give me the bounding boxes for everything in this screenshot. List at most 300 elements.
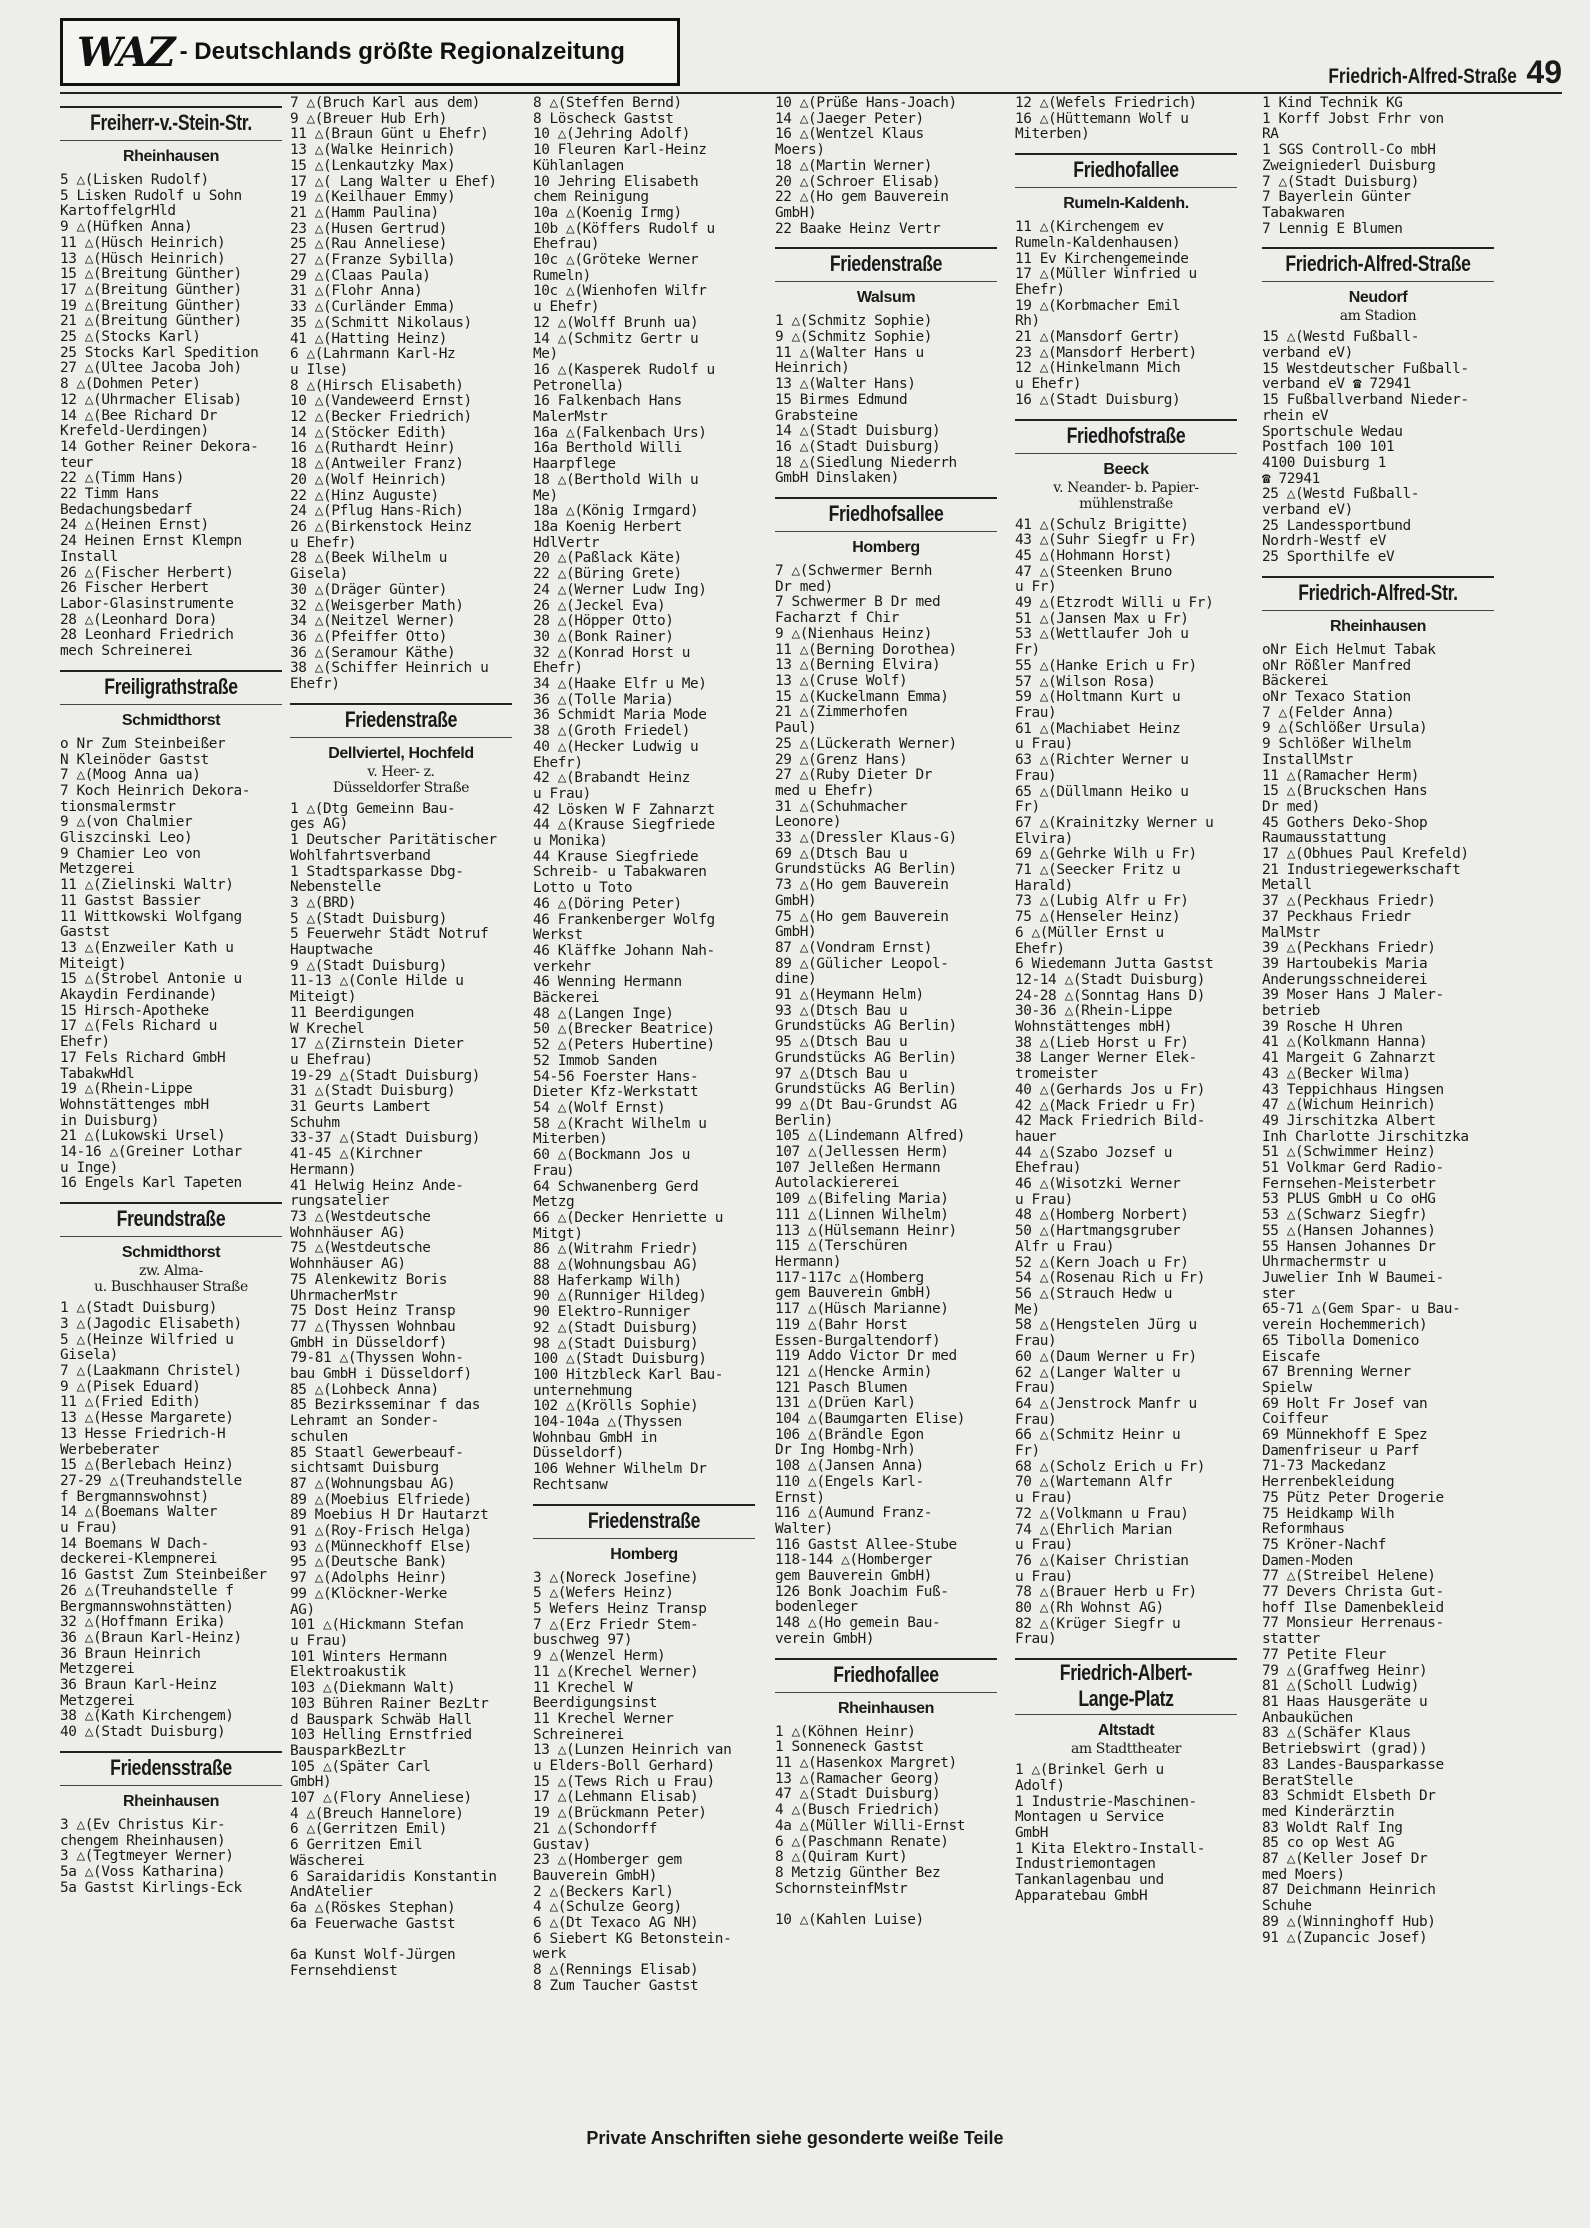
district-name: Walsum (856, 289, 916, 307)
address-entry: 9 △(Schlößer Ursula) (1262, 721, 1428, 737)
address-entry: 9 △(Schmitz Sophie) (775, 330, 933, 346)
address-entry: Postfach 100 101 (1262, 440, 1395, 456)
address-entry: 39 Moser Hans J Maler- (1262, 988, 1444, 1004)
address-entry: 9 △(Pisek Eduard) (60, 1379, 201, 1395)
address-entry: Raumausstattung (1262, 831, 1386, 847)
street-name: Freiherr-v.-Stein-Str. (90, 110, 252, 135)
address-entry: 25 △(Lückerath Werner) (775, 736, 957, 752)
address-entry: 67 Brenning Werner (1262, 1365, 1411, 1381)
address-entry: 66 △(Schmitz Heinr u (1015, 1428, 1181, 1444)
address-entry: 53 PLUS GmbH u Co oHG (1262, 1192, 1436, 1208)
address-entry: 80 △(Rh Wohnst AG) (1015, 1601, 1164, 1617)
address-entry: sichtsamt Duisburg (290, 1461, 439, 1477)
address-entry: hoff Ilse Damenbekleid (1262, 1600, 1444, 1616)
address-entry: 11 Ev Kirchengemeinde (1015, 251, 1189, 267)
directory-column-4 (775, 96, 997, 2106)
address-entry: 21 △(Mansdorf Gertr) (1015, 330, 1181, 346)
address-entry: Paul) (775, 721, 817, 737)
address-entry: Düsseldorf) (533, 1446, 624, 1462)
district-name: Rheinhausen (837, 1699, 935, 1717)
address-entry: 32 △(Hoffmann Erika) (60, 1615, 226, 1631)
address-entry: 42 Lösken W F Zahnarzt (533, 802, 715, 818)
address-entry: Fr) (1015, 643, 1040, 659)
street-name: Friedensstraße (110, 1754, 232, 1780)
address-entry: 40 △(Hecker Ludwig u (533, 739, 699, 755)
district-name: Dellviertel, Hochfeld (328, 744, 474, 762)
address-entry: 3 △(Ev Christus Kir- (60, 1817, 226, 1833)
street-section (290, 703, 512, 1980)
address-entry: 4 △(Breuch Hannelore) (290, 1806, 464, 1822)
address-entry: statter (1262, 1632, 1320, 1648)
address-entry: 85 co op West AG (1262, 1836, 1395, 1852)
address-entry: 16 Gastst Zum Steinbeißer (60, 1568, 267, 1584)
address-entry: GmbH) (775, 205, 817, 221)
address-entry: 44 △(Krause Siegfriede (533, 818, 715, 834)
address-entry: 110 △(Engels Karl- (775, 1474, 924, 1490)
address-entry: 11 Gastst Bassier (60, 893, 201, 909)
address-entry: 103 △(Diekmann Walt) (290, 1681, 456, 1697)
address-entry: 11 △(Walter Hans u (775, 345, 924, 361)
address-entry: 26 △(Jeckel Eva) (533, 598, 666, 614)
address-entry: 65-71 △(Gem Spar- u Bau- (1262, 1302, 1461, 1318)
address-entry: GmbH) (775, 925, 817, 941)
address-entry: 31 Geurts Lambert (290, 1100, 431, 1116)
address-entry: Rumeln) (533, 268, 591, 284)
address-entry: 42 △(Mack Friedr u Fr) (1015, 1098, 1197, 1114)
address-entry: 9 Chamier Leo von (60, 846, 201, 862)
address-entry: 27 △(Franze Sybilla) (290, 253, 456, 269)
street-name-underline (60, 704, 282, 705)
address-entry: 19 △(Breitung Günther) (60, 298, 242, 314)
address-entry: Schuhe (1262, 1899, 1312, 1915)
address-entry: Ehefr) (60, 1035, 110, 1051)
address-entry: mech Schreinerei (60, 644, 193, 660)
address-entry: 6 △(Müller Ernst u (1015, 925, 1164, 941)
address-entry: 9 △(Nienhaus Heinz) (775, 626, 933, 642)
address-entry: Schreinerei (533, 1727, 624, 1743)
address-entry: 28 △(Höpper Otto) (533, 614, 674, 630)
address-entry: ☎ 72941 (1262, 471, 1320, 487)
address-entry: betrieb (1262, 1004, 1320, 1020)
page-number: 49 (1526, 54, 1562, 90)
address-entry: Frau) (1015, 768, 1057, 784)
district-name: Rumeln-Kaldenh. (1063, 195, 1189, 213)
address-entry: rungsatelier (290, 1194, 390, 1210)
street-section (775, 1658, 997, 1929)
address-entry: u Ilse) (290, 362, 348, 378)
street-section (60, 1202, 282, 1741)
address-entry: 40 △(Gerhards Jos u Fr) (1015, 1082, 1206, 1098)
address-entry: 10 Jehring Elisabeth (533, 174, 699, 190)
directory-column-6 (1262, 96, 1494, 2106)
address-entry: Nebenstelle (290, 880, 381, 896)
address-entry: 15 Birmes Edmund (775, 392, 908, 408)
address-entry: 93 △(Dtsch Bau u (775, 1003, 908, 1019)
address-entry: 46 Kläffke Johann Nah- (533, 943, 715, 959)
address-entry: 119 Addo Victor Dr med (775, 1349, 957, 1365)
address-entry: 41 Helwig Heinz Ande- (290, 1178, 464, 1194)
address-entry: 87 △(Wohnungsbau AG) (290, 1476, 456, 1492)
directory-column-5 (1015, 96, 1237, 2106)
address-entry: 21 Industriegewerkschaft (1262, 862, 1461, 878)
address-entry: Rh) (1015, 314, 1040, 330)
address-entry: 113 △(Hülsemann Heinr) (775, 1223, 957, 1239)
address-entry: 52 △(Kern Joach u Fr) (1015, 1255, 1189, 1271)
street-name-underline (60, 1785, 282, 1786)
address-entry: 7 △(Laakmann Christel) (60, 1364, 242, 1379)
address-entry: 52 Immob Sanden (533, 1053, 657, 1069)
address-entry: Wohnstättenges mbH) (1015, 1020, 1173, 1036)
district-name: Schmidthorst (121, 711, 221, 729)
address-entry: 8 △(Rennings Elisab) (533, 1963, 699, 1979)
address-entry: Frau) (533, 1163, 575, 1179)
address-entry: 36 Braun Heinrich (60, 1646, 201, 1662)
address-entry: 69 Holt Fr Josef van (1262, 1396, 1428, 1412)
address-entry: 81 Haas Hausgeräte u (1262, 1694, 1428, 1710)
address-entry: Berlin) (775, 1113, 833, 1129)
address-entry: 15 △(Berlebach Heinz) (60, 1458, 234, 1474)
address-entry: 12 △(Becker Friedrich) (290, 410, 472, 426)
address-entry: 75 Kröner-Nachf (1262, 1537, 1386, 1553)
address-entry: 25 Stocks Karl Spedition (60, 345, 259, 361)
address-entry: 77 Devers Christa Gut- (1262, 1585, 1444, 1601)
address-entry: 8 △(Dohmen Peter) (60, 377, 201, 393)
address-entry: 23 △(Homberger gem (533, 1853, 682, 1869)
address-entry: Tankanlagenbau und (1015, 1873, 1164, 1889)
district-name: Beeck (1103, 460, 1149, 478)
address-entry: 79-81 △(Thyssen Wohn- (290, 1351, 464, 1367)
address-entry: Ehefrau) (533, 237, 600, 253)
address-entry: 117 △(Hüsch Marianne) (775, 1302, 949, 1318)
address-entry: hauer (1015, 1129, 1057, 1145)
address-entry: 18a △(König Irmgard) (533, 504, 699, 520)
address-entry: 46 Frankenberger Wolfg (533, 912, 715, 928)
address-entry: teur (60, 455, 94, 471)
address-entry: 118-144 △(Homberger (775, 1553, 933, 1569)
address-entry: 54 △(Wolf Ernst) (533, 1101, 666, 1116)
address-entry: 15 Hirsch-Apotheke (60, 1003, 209, 1019)
address-entry: 31 △(Flohr Anna) (290, 284, 423, 300)
address-entry: 4a △(Müller Willi-Ernst (775, 1818, 966, 1834)
address-entry: 13 △(Hesse Margarete) (60, 1411, 234, 1427)
address-entry: GmbH) (775, 893, 817, 909)
address-entry: 9 △(Wenzel Herm) (533, 1649, 666, 1665)
street-segment-note: Düsseldorfer Straße (332, 779, 470, 796)
address-entry: Herrenbekleidung (1262, 1475, 1395, 1491)
address-entry: Nordrh-Westf eV (1262, 534, 1386, 550)
address-entry: 75 Dost Heinz Transp (290, 1304, 456, 1320)
address-entry: Frau) (1015, 1632, 1057, 1648)
address-entry: 104 △(Baumgarten Elise) (775, 1412, 966, 1428)
address-entry: 108 △(Jansen Anna) (775, 1459, 924, 1475)
address-entry: 64 Schwanenberg Gerd (533, 1179, 699, 1195)
address-entry: 89 Moebius H Dr Hautarzt (290, 1508, 489, 1524)
address-entry: 42 Mack Friedrich Bild- (1015, 1114, 1206, 1130)
address-entry: 18 △(Antweiler Franz) (290, 457, 464, 473)
address-entry: 57 △(Wilson Rosa) (1015, 674, 1156, 690)
address-entry: 10a △(Koenig Irmg) (533, 205, 682, 221)
address-entry: 11 △(Fried Edith) (60, 1395, 201, 1411)
address-entry: Elvira) (1015, 831, 1073, 847)
address-entry: 90 △(Runniger Hildeg) (533, 1289, 707, 1305)
address-entry: Spielw (1262, 1380, 1312, 1396)
address-entry: Akaydin Ferdinande) (60, 988, 218, 1004)
address-entry: verband eV) (1262, 503, 1353, 519)
address-entry: 69 △(Dtsch Bau u (775, 846, 908, 862)
address-entry: Damen-Moden (1262, 1553, 1353, 1569)
address-entry: 16 △(Stadt Duisburg) (1015, 392, 1181, 408)
address-entry: 10c △(Wienhofen Wilfr (533, 284, 707, 300)
address-entry: Facharzt f Chir (775, 611, 899, 627)
street-name-underline (1015, 453, 1237, 454)
address-entry: 11 △(Kirchengem ev (1015, 220, 1164, 236)
address-entry: dine) (775, 972, 817, 988)
address-entry: 11 △(Hüsch Heinrich) (60, 235, 226, 251)
address-entry: 8 △(Quiram Kurt) (775, 1850, 908, 1866)
address-entry: 116 Gastst Allee-Stube (775, 1537, 957, 1553)
address-entry: Uhrmachermstr u (1262, 1255, 1386, 1271)
address-entry: 28 Leonhard Friedrich (60, 628, 234, 644)
address-entry: 14 Boemans W Dach- (60, 1536, 209, 1552)
address-entry: 68 △(Scholz Erich u Fr) (1015, 1459, 1206, 1475)
address-entry: 67 △(Krainitzky Werner u (1015, 815, 1214, 831)
address-entry: 60 △(Daum Werner u Fr) (1015, 1349, 1197, 1365)
address-entry: verband eV) (1262, 346, 1353, 362)
address-entry: Essen-Burgaltendorf) (775, 1333, 941, 1349)
address-entry: 11 △(Zielinski Waltr) (60, 878, 234, 894)
address-entry: 17 △(Müller Winfried u (1015, 267, 1197, 283)
address-entry: 1 △(Brinkel Gerh u (1015, 1763, 1164, 1779)
street-section (60, 670, 282, 1192)
address-entry: 55 △(Hansen Johannes) (1262, 1223, 1436, 1239)
address-entry: 22 △(Hinz Auguste) (290, 488, 439, 504)
address-entry: u Ehefrau) (290, 1052, 373, 1068)
street-range-label: Friedrich-Alfred-Straße (1327, 65, 1517, 88)
street-name: Friedrich-Alfred-Str. (1298, 579, 1458, 605)
address-entry: oNr Texaco Station (1262, 689, 1411, 705)
address-entry: InstallMstr (1262, 752, 1353, 768)
address-entry: Walter) (775, 1521, 833, 1537)
address-entry: Gisela) (290, 567, 348, 583)
address-entry: 55 △(Hanke Erich u Fr) (1015, 658, 1197, 674)
address-entry: 27 △(Ultee Jacoba Joh) (60, 361, 242, 377)
address-entry: 97 △(Dtsch Bau u (775, 1066, 908, 1082)
address-entry: Fernsehen-Meisterbetr (1262, 1176, 1436, 1192)
address-entry: 47 △(Stadt Duisburg) (775, 1787, 941, 1803)
address-entry: Bäckerei (533, 991, 600, 1007)
address-entry: 8 Löscheck Gastst (533, 111, 674, 127)
address-entry: 1 Industrie-Maschinen- (1015, 1794, 1197, 1810)
street-name-underline (1015, 187, 1237, 188)
address-entry: d Bauspark Schwäb Hall (290, 1712, 472, 1728)
masthead-tagline: - Deutschlands größte Regionalzeitung (179, 38, 625, 65)
address-entry: 70 △(Wartemann Alfr (1015, 1475, 1173, 1491)
address-entry: Metzgerei (60, 1662, 135, 1678)
address-entry: 83 Woldt Ralf Ing (1262, 1820, 1403, 1836)
address-entry: 93 △(Münneckhoff Else) (290, 1539, 472, 1555)
street-name-underline (775, 1692, 997, 1693)
address-entry: 33-37 △(Stadt Duisburg) (290, 1131, 481, 1147)
address-entry: 1 △(Stadt Duisburg) (60, 1301, 218, 1317)
address-entry: Ehefr) (1015, 282, 1065, 298)
address-entry: 23 △(Mansdorf Herbert) (1015, 345, 1197, 361)
address-entry: 37 Peckhaus Friedr (1262, 909, 1411, 925)
address-entry: 36 Braun Karl-Heinz (60, 1678, 218, 1694)
address-entry: u Frau) (1015, 1491, 1073, 1507)
address-entry: rhein eV (1262, 408, 1329, 424)
address-entry: 11 △(Berning Dorothea) (775, 642, 957, 658)
address-entry: 39 △(Peckhans Friedr) (1262, 941, 1436, 957)
address-entry: 21 △(Schondorff (533, 1821, 657, 1837)
address-entry: 14 △(Stöcker Edith) (290, 425, 448, 441)
address-entry: 40 △(Stadt Duisburg) (60, 1725, 226, 1741)
address-entry: Damenfriseur u Parf (1262, 1443, 1420, 1459)
address-entry: Anbauküchen (1262, 1710, 1353, 1726)
address-entry: 71 △(Seecker Fritz u (1015, 863, 1181, 879)
street-section (1262, 576, 1494, 1946)
address-entry: Miterben) (533, 1132, 608, 1148)
address-entry: 11 Beerdigungen (290, 1005, 414, 1021)
address-entry: Werkst (533, 928, 583, 944)
address-entry: Zweigniederl Duisburg (1262, 158, 1436, 174)
address-entry: Apparatebau GmbH (1015, 1888, 1148, 1904)
address-entry: Me) (533, 347, 558, 363)
address-entry: 38 △(Kath Kirchengem) (60, 1709, 234, 1725)
address-entry: 22 △(Ho gem Bauverein (775, 190, 949, 206)
address-entry: oNr Rößler Manfred (1262, 658, 1411, 674)
address-entry: 106 △(Brändle Egon (775, 1427, 924, 1443)
address-entry: med Moers) (1262, 1867, 1345, 1883)
address-entry: ges AG) (290, 817, 348, 833)
address-entry: 15 △(Lenkautzky Max) (290, 158, 456, 174)
address-entry: 14 △(Boemans Walter (60, 1505, 218, 1521)
address-entry: verein Hochemmerich) (1262, 1318, 1428, 1334)
street-segment-note: am Stadttheater (1070, 1741, 1182, 1758)
address-entry: in Duisburg) (60, 1113, 160, 1129)
address-entry: 54 △(Rosenau Rich u Fr) (1015, 1271, 1206, 1287)
address-entry: 24 Heinen Ernst Klempn (60, 534, 242, 550)
address-entry: 6a Feuerwache Gastst (290, 1916, 456, 1932)
address-entry: 3 △(BRD) (290, 895, 357, 911)
address-entry: med Kinderärztin (1262, 1804, 1395, 1820)
address-entry: 26 △(Treuhandstelle f (60, 1583, 234, 1599)
address-entry: 17 △(Lehmann Elisab) (533, 1790, 699, 1806)
address-entry: 46 Wenning Hermann (533, 975, 682, 991)
address-entry: Grabsteine (775, 408, 858, 424)
address-entry: 5 Wefers Heinz Transp (533, 1601, 707, 1617)
address-entry: u Ehefr) (1015, 377, 1082, 393)
address-entry: 69 Münnekhoff E Spez (1262, 1428, 1428, 1444)
address-entry: 30-36 △(Rhein-Lippe (1015, 1004, 1173, 1020)
address-entry: 17 △( Lang Walter u Ehef) (290, 174, 497, 190)
address-entry: 7 △(Moog Anna ua) (60, 768, 201, 784)
address-entry: 107 Jelleßen Hermann (775, 1160, 941, 1176)
address-entry: Metall (1262, 878, 1312, 894)
address-entry: 25 △(Westd Fußball- (1262, 487, 1420, 503)
address-entry: 14 △(Schmitz Gertr u (533, 331, 699, 347)
address-entry: bodenleger (775, 1600, 858, 1616)
street-section (1262, 247, 1494, 566)
address-entry: 13 △(Berning Elvira) (775, 658, 941, 674)
address-entry: 4 △(Busch Friedrich) (775, 1803, 941, 1819)
address-entry: 64 △(Jenstrock Manfr u (1015, 1396, 1197, 1412)
street-segment-note: mühlenstraße (1079, 495, 1173, 512)
address-entry: Frau) (1015, 1412, 1057, 1428)
address-entry: 36 △(Braun Karl-Heinz) (60, 1630, 242, 1646)
address-entry: 16a △(Falkenbach Urs) (533, 425, 707, 441)
address-entry: ÄndAtelier (290, 1885, 373, 1901)
address-entry: 1 Kind Technik KG (1262, 96, 1403, 111)
address-entry: tionsmalermstr (60, 799, 176, 815)
address-entry: 95 △(Deutsche Bank) (290, 1555, 448, 1571)
address-entry: 105 △(Lindemann Alfred) (775, 1129, 966, 1145)
address-entry: 22 Timm Hans (60, 487, 160, 503)
address-entry: u Elders-Boll Gerhard) (533, 1759, 715, 1775)
address-entry: u Frau) (1015, 1569, 1073, 1585)
address-entry: Industriemontagen (1015, 1857, 1156, 1873)
street-name-underline (60, 1236, 282, 1237)
address-entry: 11 Wittkowski Wolfgang (60, 909, 242, 925)
address-entry: 13 △(Cruse Wolf) (775, 673, 908, 689)
address-entry: Adolf) (1015, 1778, 1065, 1794)
address-entry: 30 △(Dräger Günter) (290, 582, 448, 598)
address-entry: 87 △(Vondram Ernst) (775, 940, 933, 956)
street-name: Freiligrathstraße (104, 673, 238, 699)
address-entry: 71-73 Mackedanz (1262, 1459, 1386, 1475)
address-entry: UhrmacherMstr (290, 1288, 398, 1304)
address-entry: 99 △(Klöckner-Werke (290, 1586, 448, 1602)
address-entry: Ehefr) (533, 755, 583, 771)
address-entry: 7 Lennig E Blumen (1262, 221, 1403, 237)
address-entry: 51 △(Jansen Max u Fr) (1015, 611, 1189, 627)
address-entry: 18 △(Berthold Wilh u (533, 472, 699, 488)
address-entry: Miterben) (1015, 127, 1090, 143)
address-entry: 42 △(Brabandt Heinz (533, 771, 691, 787)
address-entry: 18 △(Siedlung Niederrh (775, 455, 957, 471)
address-entry: N Kleinöder Gastst (60, 752, 209, 768)
address-entry: 8 △(Hirsch Elisabeth) (290, 378, 464, 394)
street-section (1015, 96, 1237, 143)
address-entry: 15 △(Kuckelmann Emma) (775, 689, 949, 705)
footer-note: Private Anschriften siehe gesonderte weiße Teile (586, 2128, 1004, 2148)
street-name: Friedrich-Albert- (1059, 1660, 1193, 1686)
address-entry: 5 Lisken Rudolf u Sohn (60, 188, 242, 204)
address-entry: Mitgt) (533, 1226, 583, 1242)
address-entry: 20 △(Schroer Elisab) (775, 174, 941, 190)
street-name: Friedenstraße (344, 706, 458, 732)
address-entry: 5 △(Heinze Wilfried u (60, 1332, 234, 1348)
address-entry: 36 △(Pfeiffer Otto) (290, 629, 448, 645)
address-entry: bau GmbH i Düsseldorf) (290, 1367, 472, 1383)
address-entry: 34 △(Neitzel Werner) (290, 614, 456, 630)
address-entry: 3 △(Tegtmeyer Werner) (60, 1849, 234, 1865)
address-entry: 103 Helling Ernstfried (290, 1728, 472, 1744)
address-entry: 72 △(Volkmann u Frau) (1015, 1506, 1189, 1522)
address-entry: u Frau) (1015, 1192, 1073, 1208)
address-entry: 24-28 △(Sonntag Hans D) (1015, 988, 1206, 1004)
address-entry: 126 Bonk Joachim Fuß- (775, 1584, 949, 1600)
address-entry: oNr Eich Helmut Tabak (1262, 642, 1436, 658)
address-entry: 107 △(Jellessen Herm) (775, 1145, 949, 1161)
address-entry: 86 △(Witrahm Friedr) (533, 1242, 699, 1258)
street-name: Friedrich-Alfred-Straße (1285, 251, 1471, 277)
street-section (60, 1751, 282, 1897)
address-entry: 78 △(Brauer Herb u Fr) (1015, 1585, 1197, 1601)
address-entry: 15 △(Bruckschen Hans (1262, 784, 1428, 800)
address-entry: 73 △(Ho gem Bauverein (775, 878, 949, 894)
district-name: Rheinhausen (1329, 617, 1427, 635)
address-entry: 13 △(Lunzen Heinrich van (533, 1743, 732, 1759)
